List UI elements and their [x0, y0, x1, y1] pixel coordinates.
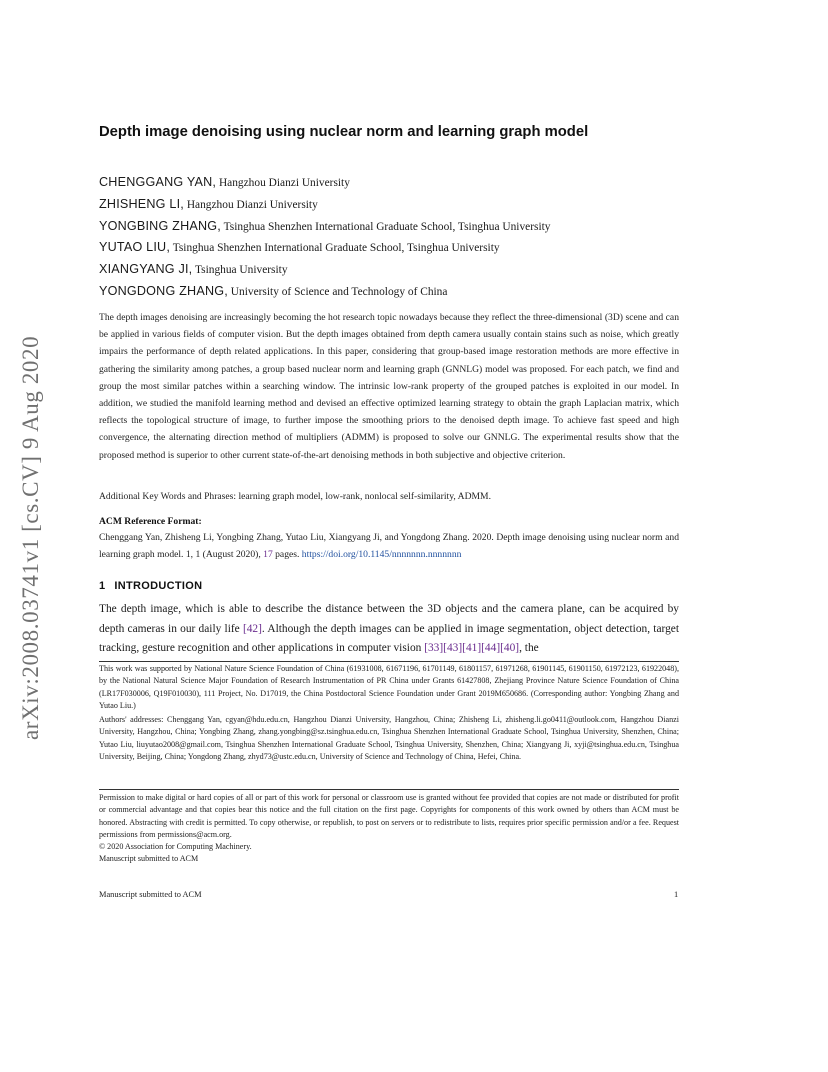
paper-title: Depth image denoising using nuclear norm and learning graph model: [99, 124, 589, 140]
author-name: YONGBING ZHANG,: [99, 218, 221, 233]
permission-notice: Permission to make digital or hard copies of all or part of this work for personal or classroom use is granted without fee provided that copies are not made or distributed for profit or commercial advantage and that copies bear this notice and the full citation on the first page. Copyrights for components of this work owned by others than ACM must be honored. Abstracting with credit is permitted. To copy otherwise, or republish, to post on servers or to redistribute to lists, requires prior specific permission and/or a fee. Request permissions from permissions@acm.org.: [99, 793, 679, 839]
author-name: YONGDONG ZHANG,: [99, 283, 228, 298]
acm-reference-pages-suffix: pages.: [272, 549, 302, 560]
section-title: INTRODUCTION: [114, 580, 203, 592]
author-name: CHENGGANG YAN,: [99, 175, 217, 189]
author-entry: [99, 216, 739, 238]
citation-link[interactable]: [44]: [481, 642, 501, 654]
intro-text: , the: [519, 642, 539, 654]
abstract-text: The depth images denoising are increasingly becoming the hot research topic nowadays because they reflect the three-dimensional (3D) scene and can be applied in various fields of computer vision. But the depth images obtained from depth camera usually contain stains such as noise, which greatly impairs the performance of depth related applications. In this paper, considering that group-based image restoration methods are more effective in gathering the similarity among patches, a group based nuclear norm and learning graph (GNNLG) model was proposed. For each patch, we find and group the most similar patches within a searching window. The intrinsic low-rank property of the grouped patches is exploited in our model. In addition, we studied the manifold learning method and devised an effective optimized learning strategy to obtain the graph Laplacian matrix, which reflects the topological structure of image, to further impose the smoothing priors to the denoised depth image. To achieve fast speed and high convergence, the alternating direction method of multipliers (ADMM) is proposed to solve our GNNLG. The experimental results show that the proposed method is superior to other current state-of-the-art denoising methods in both subjective and objective criterion.: [99, 312, 679, 461]
citation-link[interactable]: [40]: [500, 642, 520, 654]
author-name: YUTAO LIU,: [99, 240, 171, 255]
author-affiliation: Hangzhou Dianzi University: [183, 198, 318, 211]
funding-footnote: This work was supported by National Nature Science Foundation of China (61931008, 61671196, 61701149, 61801157, 61971268, 61901145, 61901150, 61972123, 61922048), by the National Natural Science Major Foundation of Research Instrumentation of PR China under Grants 61427808, Zhejiang Province Nature Science Foundation of China (LR17F030006, Q19F010030), 111 Project, No. D17019, the China Postdoctoral Science Foundation under Grant 2019M650686. (Corresponding author: Yongbing Zhang and Yutao Liu.): [99, 664, 679, 710]
introduction-paragraph: [99, 600, 679, 659]
author-entry: [99, 281, 739, 303]
acm-reference-text: [99, 529, 679, 563]
section-heading-introduction: [99, 578, 202, 594]
author-affiliation: Tsinghua Shenzhen International Graduate School, Tsinghua University: [220, 220, 551, 233]
copyright-line: © 2020 Association for Computing Machinery.: [99, 842, 252, 852]
intro-text: . Although the depth images can be applied in image segmentation, object detection, target tracking, gesture recognition and other applications in computer vision: [99, 622, 680, 654]
author-entry: [99, 194, 739, 216]
acm-reference-citation: Chenggang Yan, Zhisheng Li, Yongbing Zhang, Yutao Liu, Xiangyang Ji, and Yongdong Zhang. 2020. Depth image denoising using nuclear norm and learning graph model. 1, 1 (August 2020),: [99, 532, 679, 560]
author-affiliation: Tsinghua University: [192, 264, 288, 277]
citation-link[interactable]: [41]: [462, 642, 482, 654]
author-name: XIANGYANG JI,: [99, 262, 193, 277]
page-number: 1: [674, 890, 679, 899]
citation-link[interactable]: [42]: [242, 622, 262, 635]
author-entry: [99, 259, 739, 281]
author-entry: [99, 237, 739, 259]
author-affiliation: Hangzhou Dianzi University: [216, 177, 350, 189]
section-number: 1: [99, 580, 106, 592]
citation-link[interactable]: [43]: [443, 642, 463, 654]
keywords-line: Additional Key Words and Phrases: learning graph model, low-rank, nonlocal self-similarity, ADMM.: [99, 491, 491, 502]
author-list: [99, 172, 739, 303]
acm-reference-heading: ACM Reference Format:: [99, 516, 202, 527]
author-addresses-footnote: Authors' addresses: Chenggang Yan, cgyan@hdu.edu.cn, Hangzhou Dianzi University, Hangzhou, China; Zhisheng Li, zhisheng.li.go0411@outlook.com, Hangzhou Dianzi University, Hangzhou, China; Yongbing Zhang, zhang.yongbing@sz.tsinghua.edu.cn, Tsinghua Shenzhen International Graduate School, Tsinghua University, Shenzhen, China; Yutao Liu, liuyutao2008@gmail.com, Tsinghua Shenzhen International Graduate School, Tsinghua University, Shenzhen, China; Xiangyang Ji, xyji@tsinghua.edu.cn, Tsinghua University, Beijing, China; Yongdong Zhang, zhyd73@ustc.edu.cn, University of Science and Technology of China, Hefei, China.: [99, 715, 679, 761]
intro-text: The depth image, which is able to describe the distance between the 3D objects and the camera plane, can be acquired by depth cameras in our daily life: [99, 603, 679, 635]
author-affiliation: University of Science and Technology of China: [227, 285, 448, 298]
footer-manuscript-label: Manuscript submitted to ACM: [99, 890, 202, 899]
permission-block: [99, 792, 679, 866]
author-name: ZHISHENG LI,: [99, 196, 184, 211]
arxiv-identifier-stamp: arXiv:2008.03741v1 [cs.CV] 9 Aug 2020: [18, 335, 43, 740]
permission-divider: [99, 789, 679, 790]
author-entry: [99, 172, 739, 194]
doi-link[interactable]: https://doi.org/10.1145/nnnnnnn.nnnnnnn: [301, 549, 462, 560]
footnote-divider: [99, 661, 679, 662]
author-affiliation: Tsinghua Shenzhen International Graduate School, Tsinghua University: [170, 242, 500, 255]
citation-link[interactable]: [33]: [424, 642, 444, 654]
page-count-link[interactable]: 17: [263, 549, 273, 560]
manuscript-note: Manuscript submitted to ACM: [99, 854, 199, 864]
